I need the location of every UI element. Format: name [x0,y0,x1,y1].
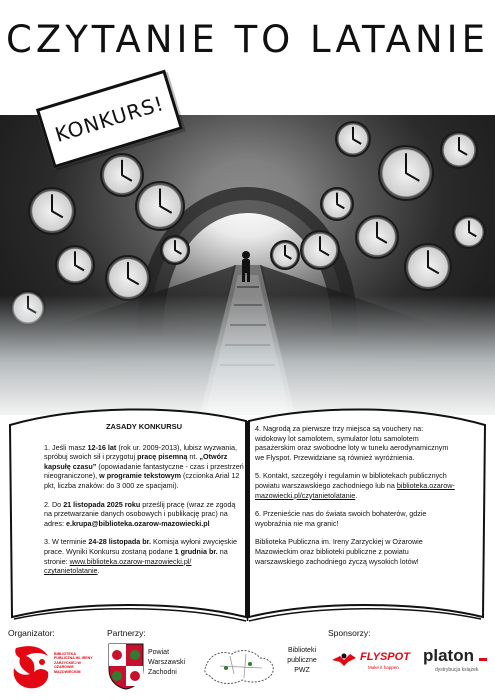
platon-tagline: dystrybucja książek [435,667,479,673]
rule-2-deadline: 21 listopada 2025 roku [63,499,141,509]
flyspot-name: FLYSPOT [360,651,410,663]
rule-3-results-date: 1 grudnia br. [174,546,218,556]
flyspot-figure-icon [330,650,358,670]
clock-icon [335,121,371,157]
rule-1 [44,443,244,491]
rule-1-age: 12-16 lat [87,442,117,452]
organizer-label: Organizator: [8,628,55,638]
rule-3 [44,537,244,575]
clock-icon [355,215,399,259]
clock-icon [404,243,452,291]
rule-1-text: (rok ur. 2009-2013), lubisz wyzwania, spróbuj swoich sił i przygotuj [44,442,237,462]
rules-heading: ZASADY KONKURSU [105,422,183,431]
rule-1-text: nt. [187,452,200,462]
rule-5-website-link[interactable]: biblioteka.ozarow-mazowiecki.pl/czytanietolatanie [255,480,455,500]
pwz-line-3: PWZ [294,667,310,674]
powiat-coat-of-arms-icon [107,642,145,692]
pwz-libraries-name [282,646,322,676]
rule-2-text: 2. Do [44,499,64,509]
rule-1-text: (opowiadanie fantastyczne - czas i przestrzeń nieograniczone), [44,461,244,481]
rule-6: 6. Przenieście nas do świata swoich bohaterów, gdzie wyobraźnia nie ma granic! [255,509,427,528]
rule-3-text: . [97,566,100,576]
clock-icon [28,187,76,235]
rule-3-text: Komisja wyłoni zwycięskie prace. Wyniki Konkursu zostaną podane [44,537,237,556]
clock-icon [160,235,190,265]
clock-icon [55,245,95,285]
rule-1-emphasis: w programie tekstowym [99,471,182,481]
platon-name: platon [423,646,474,665]
rule-1-emphasis: pracę pisemną [137,452,188,462]
rule-5-text: 5. Kontakt, szczegóły i regulamin w bibliotekach publicznych powiatu warszawskiego zachodniego lub na [255,471,447,490]
rule-2 [44,500,244,529]
rule-3-text: na stronie: [44,546,228,566]
footer [0,626,495,700]
partners-label: Partnerzy: [107,628,146,638]
platon-logo [423,646,493,680]
platon-accent [479,658,487,661]
contest-rules-right [255,424,455,575]
rule-2-email-link[interactable]: e.krupa@biblioteka.ozarow-mazowiecki.pl [65,518,210,528]
flyspot-logo [330,648,420,678]
clock-icon [320,187,354,221]
rule-5-text: . [355,490,358,500]
closing-note: Biblioteka Publiczna im. Ireny Zarzyckiej w Ożarowie Mazowieckim oraz biblioteki publiczne z powiatu warszawskiego zachodniego życzą wysokich lotów! [255,537,423,566]
rule-1-topic: „Otwórz kapsułę czasu” [44,452,228,471]
contest-banner: KONKURS! [36,70,183,169]
rule-2-text: prześlij pracę (wraz ze zgodą na przetwarzanie danych osobowych i publikację prac) na adres: [44,499,236,528]
sponsors-label: Sponsorzy: [328,628,371,638]
clock-icon [440,131,478,169]
rule-1-text: 1. Jeśli masz [44,442,88,452]
powiat-name [148,648,185,678]
organizer-logo [8,642,98,692]
powiat-line-1: Powiat [148,649,170,656]
rule-3-website-link[interactable]: www.biblioteka.ozarow-mazowiecki.pl/ czytanietolatanie [44,556,192,576]
pwz-line-1: Biblioteki [287,647,316,654]
clock-icon [300,230,340,270]
contest-rules-left [44,418,244,585]
pwz-line-2: publiczne [287,657,317,664]
flyspot-tagline: Make it happen [368,665,399,670]
clock-icon [270,240,300,270]
library-logo-icon [8,642,60,692]
fog-overlay [0,295,495,415]
clock-icon [378,145,434,201]
powiat-line-2: Warszawski [148,659,186,666]
clock-icon [135,181,185,231]
organizer-logo-text: BIBLIOTEKA PUBLICZNA IM. IRENY ZARZYCKIEJ W OŻAROWIE MAZOWIECKIM [54,652,93,674]
clock-icon [100,153,144,197]
rule-5 [255,471,455,500]
clock-icon [452,215,486,249]
pwz-map-icon [200,644,280,688]
rule-4: 4. Nagrodą za pierwsze trzy miejsca są vouchery na: widokowy lot samolotem, symulator lotu samolotem pasażerskim oraz swobodne loty w tunelu aerodynamicznym we Flyspot. Przewidziane są również wyróżnienia. [255,424,449,462]
rule-1-text: (czcionka Arial 12 pkt, liczba znaków: do 3 000 ze spacjami). [44,471,240,490]
rule-3-text: 3. W terminie [44,537,89,547]
poster-title: CZYTANIE TO LATANIE [6,18,489,61]
rule-3-dates: 24-28 listopada br. [88,537,152,547]
powiat-line-3: Zachodni [148,669,177,676]
